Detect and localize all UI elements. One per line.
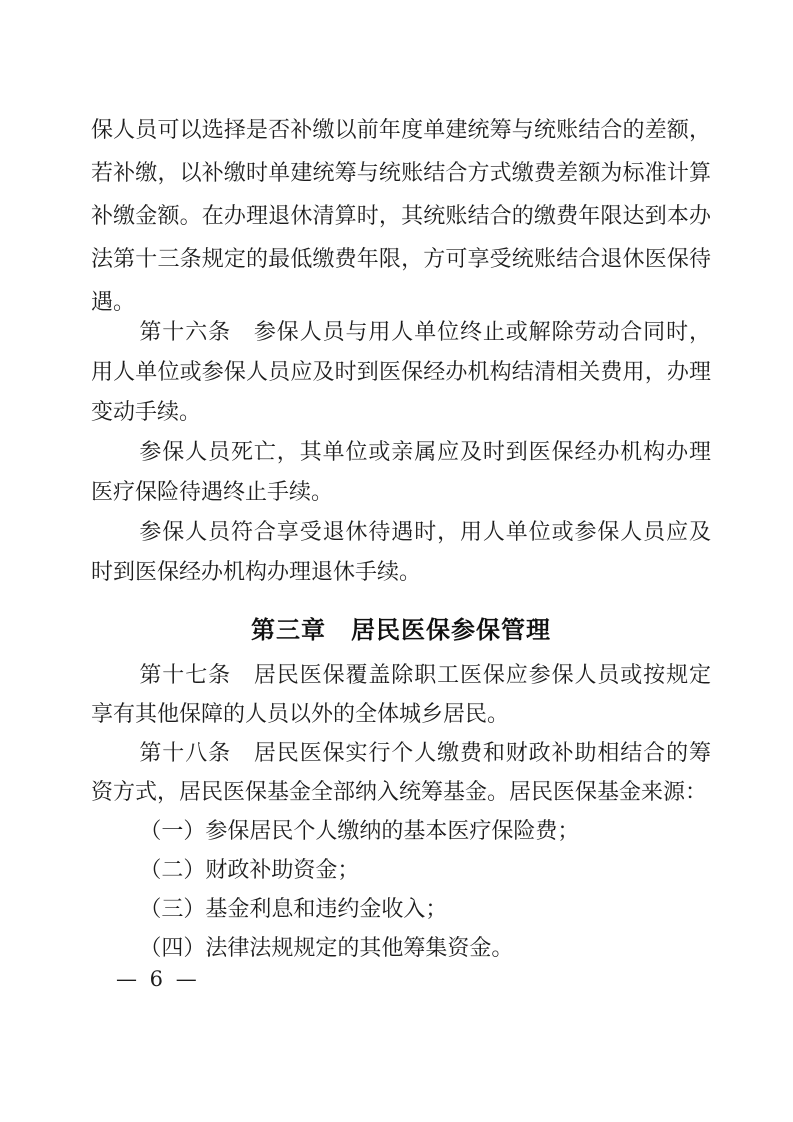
paragraph-article-16: 第十六条 参保人员与用人单位终止或解除劳动合同时，用人单位或参保人员应及时到医保经办机构结清相关费用，办理变动手续。 xyxy=(91,320,711,425)
paragraph: 参保人员符合享受退休待遇时，用人单位或参保人员应及时到医保经办机构办理退休手续。 xyxy=(91,520,711,585)
paragraph-block-top xyxy=(91,109,711,324)
chapter-heading: 第三章 居民医保参保管理 xyxy=(251,616,551,644)
paragraph-block-articles xyxy=(91,313,711,593)
page-number: — 6 — xyxy=(116,967,200,991)
list-item: （二）财政补助资金； xyxy=(139,858,360,883)
paragraph-block-bottom xyxy=(91,656,711,968)
list-item: （四）法律法规规定的其他筹集资金。 xyxy=(139,936,514,961)
paragraph-article-17: 第十七条 居民医保覆盖除职工医保应参保人员或按规定享有其他保障的人员以外的全体城乡居民。 xyxy=(91,663,711,727)
list-item: （三）基金利息和违约金收入； xyxy=(139,897,448,922)
paragraph: 参保人员死亡，其单位或亲属应及时到医保经办机构办理医疗保险待遇终止手续。 xyxy=(91,440,711,505)
paragraph: 保人员可以选择是否补缴以前年度单建统筹与统账结合的差额，若补缴，以补缴时单建统筹与统账结合方式缴费差额为标准计算补缴金额。在办理退休清算时，其统账结合的缴费年限达到本办法第十三条规定的最低缴费年限，方可享受统账结合退休医保待遇。 xyxy=(91,118,711,315)
list-item: （一）参保居民个人缴纳的基本医疗保险费； xyxy=(139,819,580,844)
paragraph-article-18: 第十八条 居民医保实行个人缴费和财政补助相结合的筹资方式，居民医保基金全部纳入统筹基金。居民医保基金来源： xyxy=(91,741,711,805)
